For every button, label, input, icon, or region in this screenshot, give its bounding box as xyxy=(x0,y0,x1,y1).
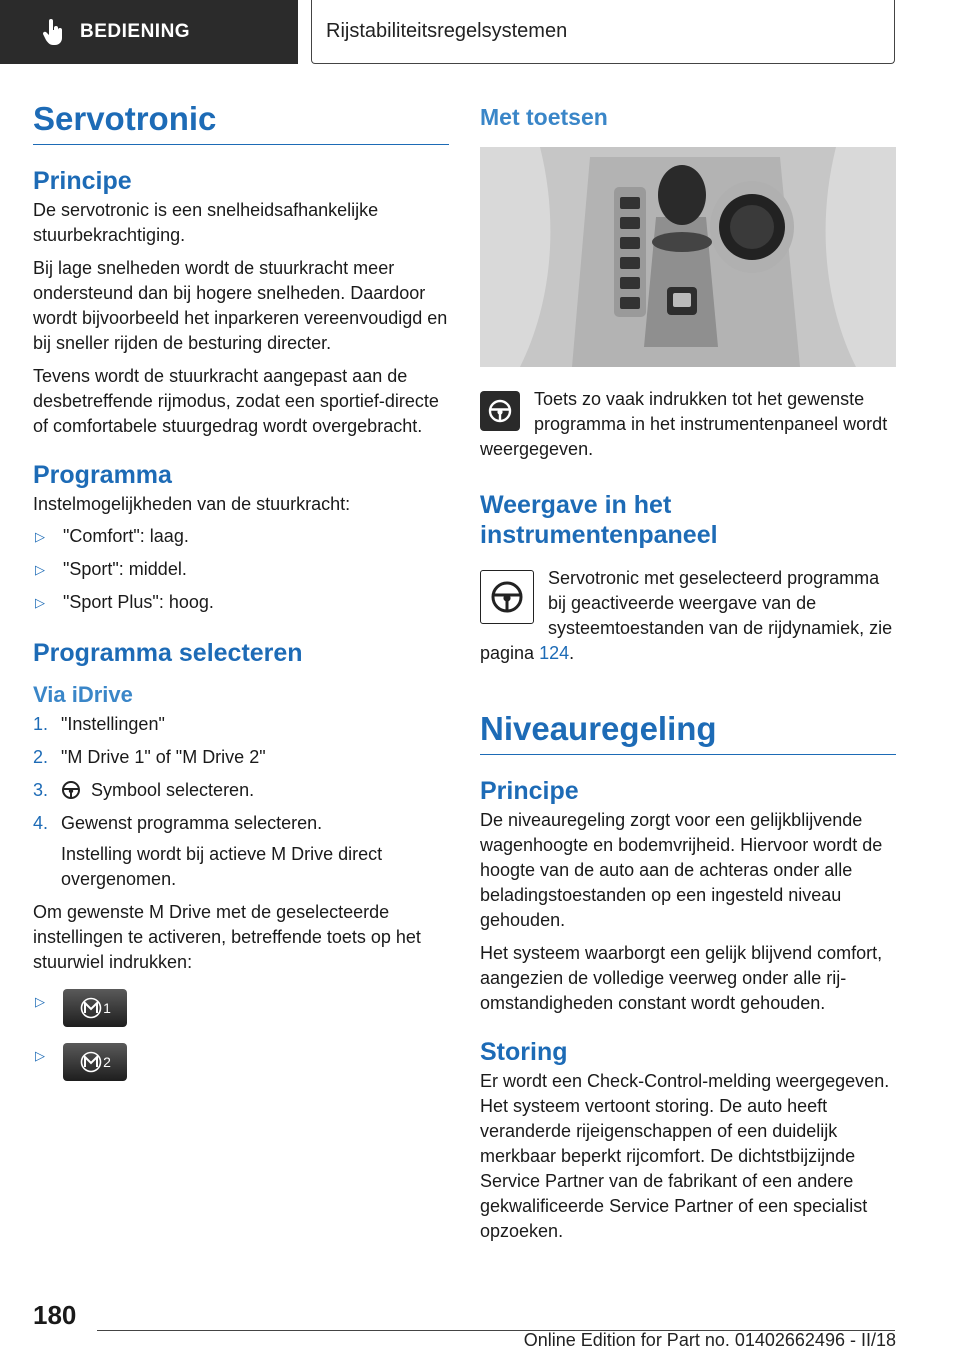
weergave-heading: Weergave in het instrumentenpaneel xyxy=(480,491,718,549)
center-console-photo xyxy=(480,147,896,367)
list-item: ▷ "Sport": middel. xyxy=(33,557,449,582)
footer-edition: Online Edition for Part no. 01402662496 - II/18 xyxy=(523,1330,896,1350)
selecteren-after: Om gewenste M Drive met de geselecteerde instellingen te activeren, betreffende toets op het stuurwiel indrukken: xyxy=(33,902,421,972)
list-item xyxy=(33,1043,449,1081)
list-item: ▷ "Sport Plus": hoog. xyxy=(33,590,449,615)
list-item: ▷ "Comfort": laag. xyxy=(33,524,449,549)
programma-heading: Programma xyxy=(33,461,172,489)
steps-list xyxy=(33,712,449,892)
display-icon xyxy=(480,570,534,624)
m-button-list xyxy=(33,989,449,1081)
servotronic-title: Servotronic xyxy=(33,100,449,145)
left-column xyxy=(33,100,449,1081)
programma-list xyxy=(33,524,449,615)
m-drive-1-button: 1 xyxy=(63,989,127,1027)
list-item: 1. "Instellingen" xyxy=(33,714,165,734)
triangle-bullet-icon: ▷ xyxy=(35,595,45,610)
chapter-label: Rijstabiliteitsregelsystemen xyxy=(326,20,568,42)
steering-wheel-icon xyxy=(488,578,526,616)
principe-heading: Principe xyxy=(33,167,132,195)
m-drive-icon xyxy=(79,1051,103,1073)
niveau-principe-heading: Principe xyxy=(480,777,579,805)
selecteren-heading: Programma selecteren xyxy=(33,639,303,667)
list-item: 3. Symbool selecteren. xyxy=(33,780,255,800)
list-item xyxy=(33,989,449,1027)
list-item: 2. "M Drive 1" of "M Drive 2" xyxy=(33,747,266,767)
storing-text: Er wordt een Check-Control-melding weergegeven. Het systeem vertoont storing. De auto heeft veranderde rijeigenschappen of een duidelijk merkbaar beperkt rijcomfort. De dichtstbijzijnde Service Partner van de fabrikant of een andere gekwalificeerde Service Partner of een specialist opzoeken. xyxy=(480,1071,890,1241)
toetsen-block xyxy=(480,387,896,462)
triangle-bullet-icon: ▷ xyxy=(35,562,45,577)
toetsen-text: Toets zo vaak indrukken tot het gewenste programma in het instrumentenpaneel wordt weergegeven. xyxy=(480,389,888,459)
storing-heading: Storing xyxy=(480,1038,568,1066)
triangle-bullet-icon: ▷ xyxy=(35,1048,45,1063)
section-label: BEDIENING xyxy=(80,21,191,42)
programma-intro: Instelmogelijkheden van de stuurkracht: xyxy=(33,494,351,514)
principe-p3: Tevens wordt de stuurkracht aangepast aan de desbetreffende rijmodus, zodat een sportief-directe of comfortabele stuurgedrag wordt overgebracht. xyxy=(33,366,439,436)
weergave-block xyxy=(480,566,896,666)
hand-pointer-icon xyxy=(42,19,64,45)
via-idrive-heading: Via iDrive xyxy=(33,682,133,707)
steering-wheel-icon xyxy=(61,780,81,800)
servotronic-button-icon xyxy=(480,391,520,431)
right-column xyxy=(480,104,896,1244)
niveauregeling-title: Niveauregeling xyxy=(480,710,896,755)
principe-p2: Bij lage snelheden wordt de stuurkracht meer ondersteund dan bij hogere snelheden. Daardoor wordt bijvoorbeeld het inparkeren vereenvoudigd en bij sneller rijden de besturing directer. xyxy=(33,258,448,353)
chapter-tab xyxy=(311,0,895,64)
principe-p1: De servotronic is een snelheidsafhankelijke stuurbekrachtiging. xyxy=(33,200,379,245)
m-drive-2-button: 2 xyxy=(63,1043,127,1081)
m-drive-icon xyxy=(79,997,103,1019)
center-console-illustration xyxy=(480,147,896,367)
list-item: 4. Gewenst programma selecteren. xyxy=(33,813,323,833)
steering-wheel-icon xyxy=(486,397,514,425)
page-number: 180 xyxy=(33,1300,77,1330)
niveau-p2: Het systeem waarborgt een gelijk blijvend comfort, aangezien de volledige veerweg onder alle rij-omstandigheden constant wordt gehouden. xyxy=(480,943,883,1013)
step4-note: Instelling wordt bij actieve M Drive direct overgenomen. xyxy=(61,844,383,889)
triangle-bullet-icon: ▷ xyxy=(35,994,45,1009)
page-header xyxy=(0,0,960,66)
met-toetsen-heading: Met toetsen xyxy=(480,104,608,130)
niveau-p1: De niveauregeling zorgt voor een gelijkblijvende wagenhoogte en bodemvrijheid. Hiervoor wordt de hoogte van de auto aan de achteras onder alle beladingstoestanden op een ingesteld niveau gehouden. xyxy=(480,810,883,930)
weergave-text: Servotronic met geselecteerd programma bij geactiveerde weergave van de systeemtoestanden van de rijdynamiek, zie pagina 124. xyxy=(480,568,893,663)
triangle-bullet-icon: ▷ xyxy=(35,529,45,544)
page-link-124[interactable]: 124 xyxy=(539,643,570,663)
section-tab xyxy=(0,0,298,64)
